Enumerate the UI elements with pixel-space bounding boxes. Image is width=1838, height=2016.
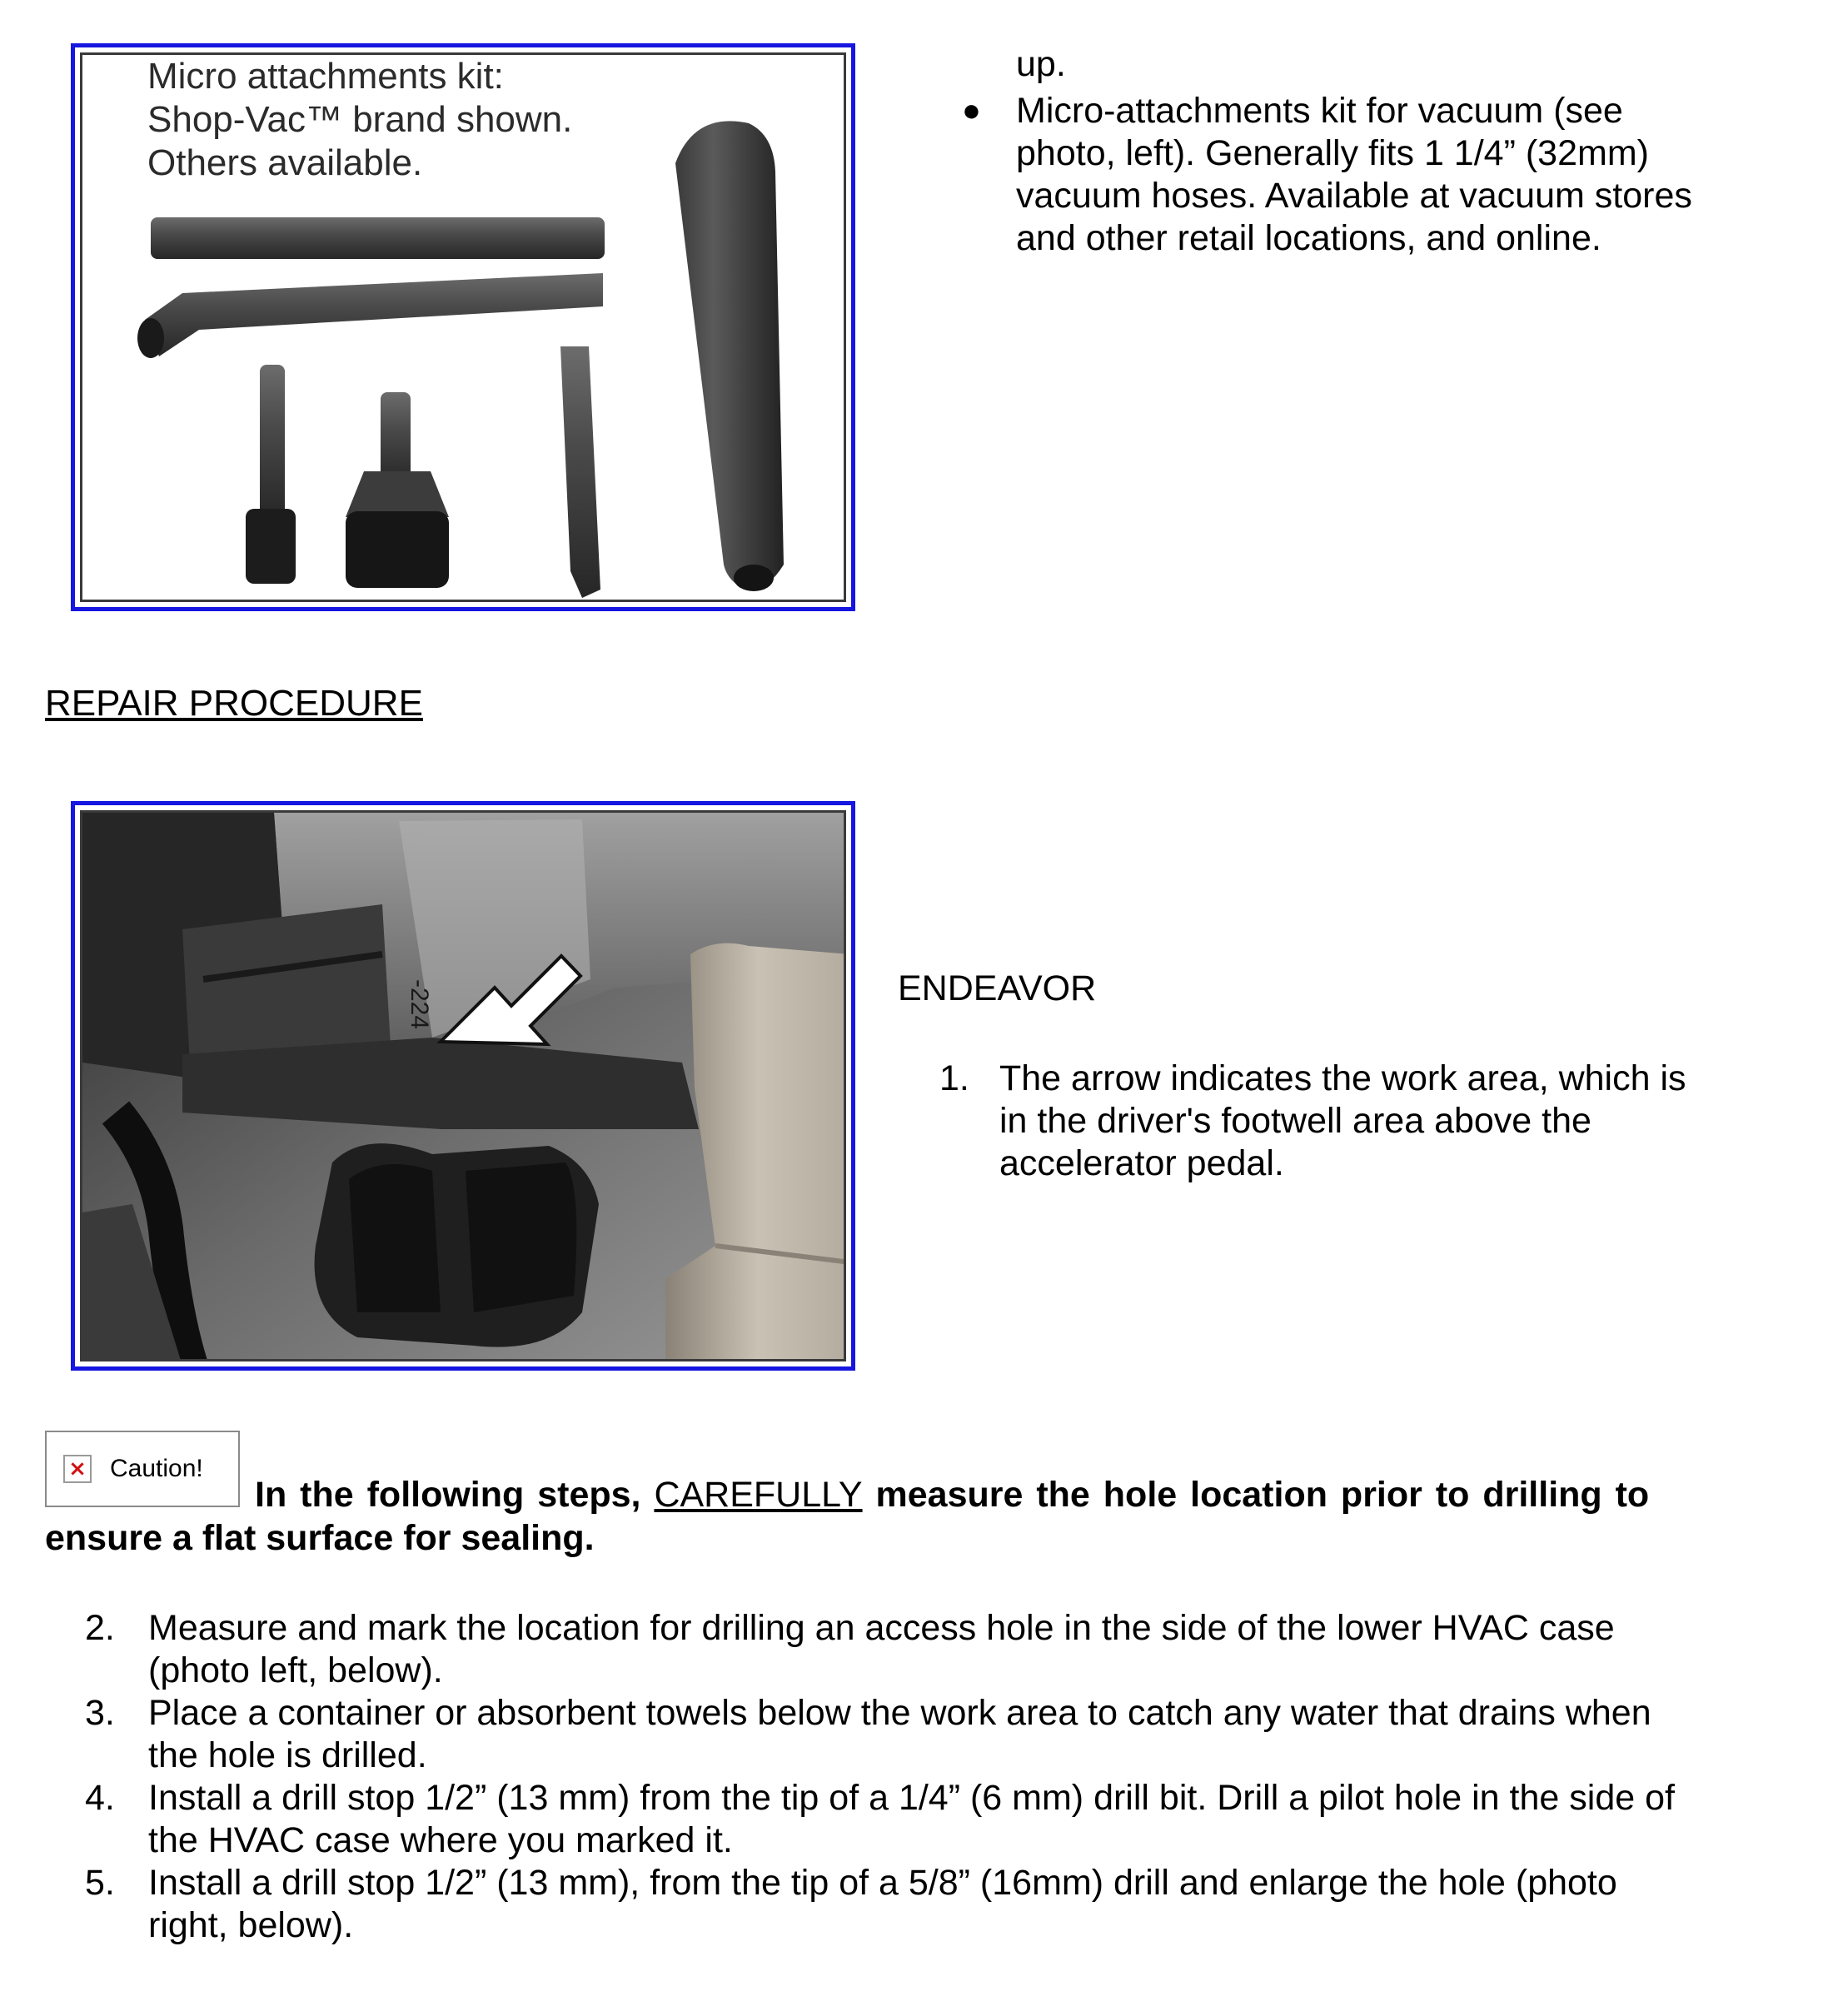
caution-badge (45, 1431, 240, 1507)
step-line: accelerator pedal. (999, 1143, 1284, 1183)
small-brush-handle (260, 365, 285, 519)
bent-tube (145, 273, 603, 356)
kit-bullet-line: vacuum hoses. Available at vacuum stores (1016, 176, 1692, 216)
wide-brush-bristles (346, 511, 449, 588)
straight-tube (151, 217, 605, 259)
step-line: in the driver's footwell area above the (999, 1101, 1591, 1141)
step-line: The arrow indicates the work area, which is (999, 1058, 1686, 1098)
crevice-tool (560, 346, 600, 598)
kit-bullet-item (962, 90, 1795, 260)
footwell-photo-frame (71, 801, 855, 1371)
step-line: Install a drill stop 1/2” (13 mm), from the tip of a 5/8” (16mm) drill and enlarge the hole (photo (148, 1863, 1617, 1903)
caution-text-after: measure the hole location prior to drilling to (862, 1475, 1650, 1515)
step-number: 3. (85, 1693, 115, 1733)
step-5 (45, 1862, 1794, 1947)
step-2 (45, 1607, 1794, 1692)
step-3 (45, 1692, 1794, 1777)
kit-bullet-line: Micro-attachments kit for vacuum (see (1016, 91, 1623, 131)
step-1 (908, 1058, 1782, 1185)
bullet-icon: ● (962, 93, 981, 128)
step-line: (photo left, below). (148, 1650, 443, 1690)
step-line: right, below). (148, 1905, 354, 1945)
step-4 (45, 1777, 1794, 1862)
kit-caption-line: Shop-Vac™ brand shown. (147, 99, 573, 140)
broken-image-icon: × (63, 1455, 92, 1483)
step-line: the HVAC case where you marked it. (148, 1820, 733, 1860)
vacuum-attachments-illustration (82, 55, 846, 602)
footwell-photo (80, 810, 846, 1361)
kit-bullet-line: and other retail locations, and online. (1016, 218, 1601, 258)
step-number: 2. (85, 1608, 115, 1648)
step-text (148, 1777, 1675, 1862)
kit-photo (80, 52, 846, 602)
caution-label: Caution! (110, 1455, 203, 1482)
step-text (148, 1862, 1617, 1947)
footwell-illustration (82, 813, 846, 1361)
step-line: Install a drill stop 1/2” (13 mm) from the tip of a 1/4” (6 mm) drill bit. Drill a pilot hole in the side of (148, 1778, 1675, 1818)
continuation-text: up. (1016, 44, 1066, 84)
caution-emphasis: CAREFULLY (654, 1475, 863, 1515)
step-line: Measure and mark the location for drilling an access hole in the side of the lower HVAC case (148, 1608, 1615, 1648)
kit-bullet-text (1016, 90, 1692, 260)
step-number: 5. (85, 1863, 115, 1903)
step-number: 4. (85, 1778, 115, 1818)
endeavor-heading: ENDEAVOR (898, 968, 1097, 1008)
step-line: the hole is drilled. (148, 1735, 427, 1775)
step-text (148, 1607, 1615, 1692)
kit-caption-line: Micro attachments kit: (147, 56, 504, 97)
step-number: 1. (939, 1058, 969, 1098)
kit-caption-line: Others available. (147, 142, 423, 183)
caution-text-line-2: ensure a flat surface for sealing. (45, 1518, 595, 1558)
caution-text-before: In the following steps, (255, 1475, 655, 1515)
kit-bullet-line: photo, left). Generally fits 1 1/4” (32mm) (1016, 133, 1649, 173)
step-text (148, 1692, 1651, 1777)
steps-list (45, 1607, 1794, 1947)
kit-photo-frame (71, 43, 855, 611)
step-line: Place a container or absorbent towels below the work area to catch any water that drains when (148, 1693, 1651, 1733)
cone-nozzle (675, 121, 784, 589)
wide-brush-handle (381, 392, 411, 484)
part-number-label: -224 (406, 979, 433, 1030)
small-brush-bristles (246, 509, 296, 584)
caution-text-line-1 (255, 1474, 1771, 1516)
step-text (999, 1058, 1686, 1185)
wide-brush-head (346, 471, 449, 517)
repair-procedure-heading: REPAIR PROCEDURE (45, 683, 423, 724)
